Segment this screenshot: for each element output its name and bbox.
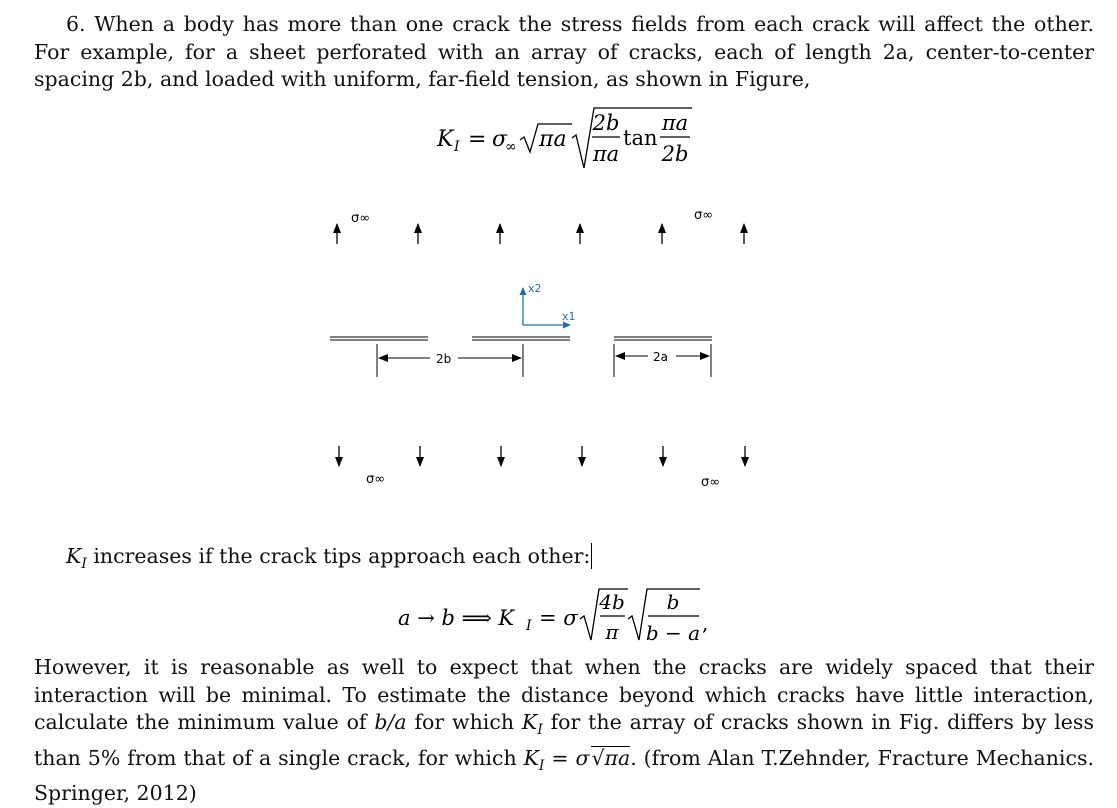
sigma-label-top-left: σ∞ <box>351 211 371 226</box>
x1-label: x1 <box>562 310 576 323</box>
x2-label: x2 <box>528 282 542 295</box>
sqrt-pi-a: √πa <box>591 745 631 770</box>
k-symbol: K <box>66 544 82 568</box>
formula-limit-case <box>398 589 708 645</box>
formula1-frac2-den: 2b <box>661 142 689 166</box>
formula1-tan: tan <box>623 126 658 150</box>
formula2-frac2-den: b − a <box>645 621 701 645</box>
formula1-lhs-sub: I <box>454 139 460 155</box>
crack-left <box>330 337 428 340</box>
dimension-2a-label: 2a <box>653 350 668 364</box>
formula1-frac1-den: πa <box>592 142 620 166</box>
k-subscript: I <box>81 556 87 573</box>
formula1-sigma: σ <box>492 127 508 152</box>
sigma-label-bottom-right: σ∞ <box>701 475 721 490</box>
crack-center <box>472 337 570 340</box>
text-cursor[interactable] <box>591 543 592 569</box>
dimension-2b-label: 2b <box>436 352 452 366</box>
intro-paragraph: 6. When a body has more than one crack the stress fields from each crack will affect the other. For example, for a sheet perforated with an array of cracks, each of length 2a, center-to-center spacing 2b, and loaded with uniform, far-field tension, as shown in Figure, <box>34 12 1094 91</box>
bottom-stress-arrows <box>339 446 745 466</box>
formula1-sqrt-pi-a: πa <box>539 127 567 152</box>
top-stress-arrows <box>337 224 744 244</box>
formula1-lhs: K <box>437 127 454 152</box>
crack-right <box>614 337 712 340</box>
crack-tips-sentence <box>66 543 592 579</box>
formula2-eq: = σ <box>539 606 578 630</box>
cracks <box>330 337 712 340</box>
formula2-frac1-den: π <box>605 620 619 644</box>
formula2-lhs-sub: I <box>526 618 532 634</box>
formula1-equals: = <box>468 127 487 152</box>
formula1-frac2-num: πa <box>661 111 689 135</box>
sigma-label-bottom-left: σ∞ <box>366 472 386 487</box>
crack-tips-text: increases if the crack tips approach each other: <box>86 544 591 568</box>
formula2-frac2-num: b <box>666 590 680 614</box>
formula2-frac1-num: 4b <box>599 590 625 614</box>
formula2-lhs: a → b ⟹ K <box>398 606 515 630</box>
formula1-frac1-num: 2b <box>592 111 620 135</box>
formula-stress-intensity-array <box>436 108 692 168</box>
sigma-label-top-right: σ∞ <box>694 208 714 223</box>
formula1-sigma-sub: ∞ <box>505 139 517 155</box>
formula2-trail: , <box>702 611 709 635</box>
closing-paragraph: However, it is reasonable as well to expect that when the cracks are widely spaced that their interaction will be minimal. To estimate the distance beyond which cracks have little interaction, calculate the minimum value of b/a for which $K_I$ for the array of cracks shown in Fig. differs by less than 5% from that of a single crack, for which $K_I = \sigma√\pi a$. (from Alan T.Zehnder, Fracture Mechanics. Springer, 2012) <box>34 655 1094 806</box>
